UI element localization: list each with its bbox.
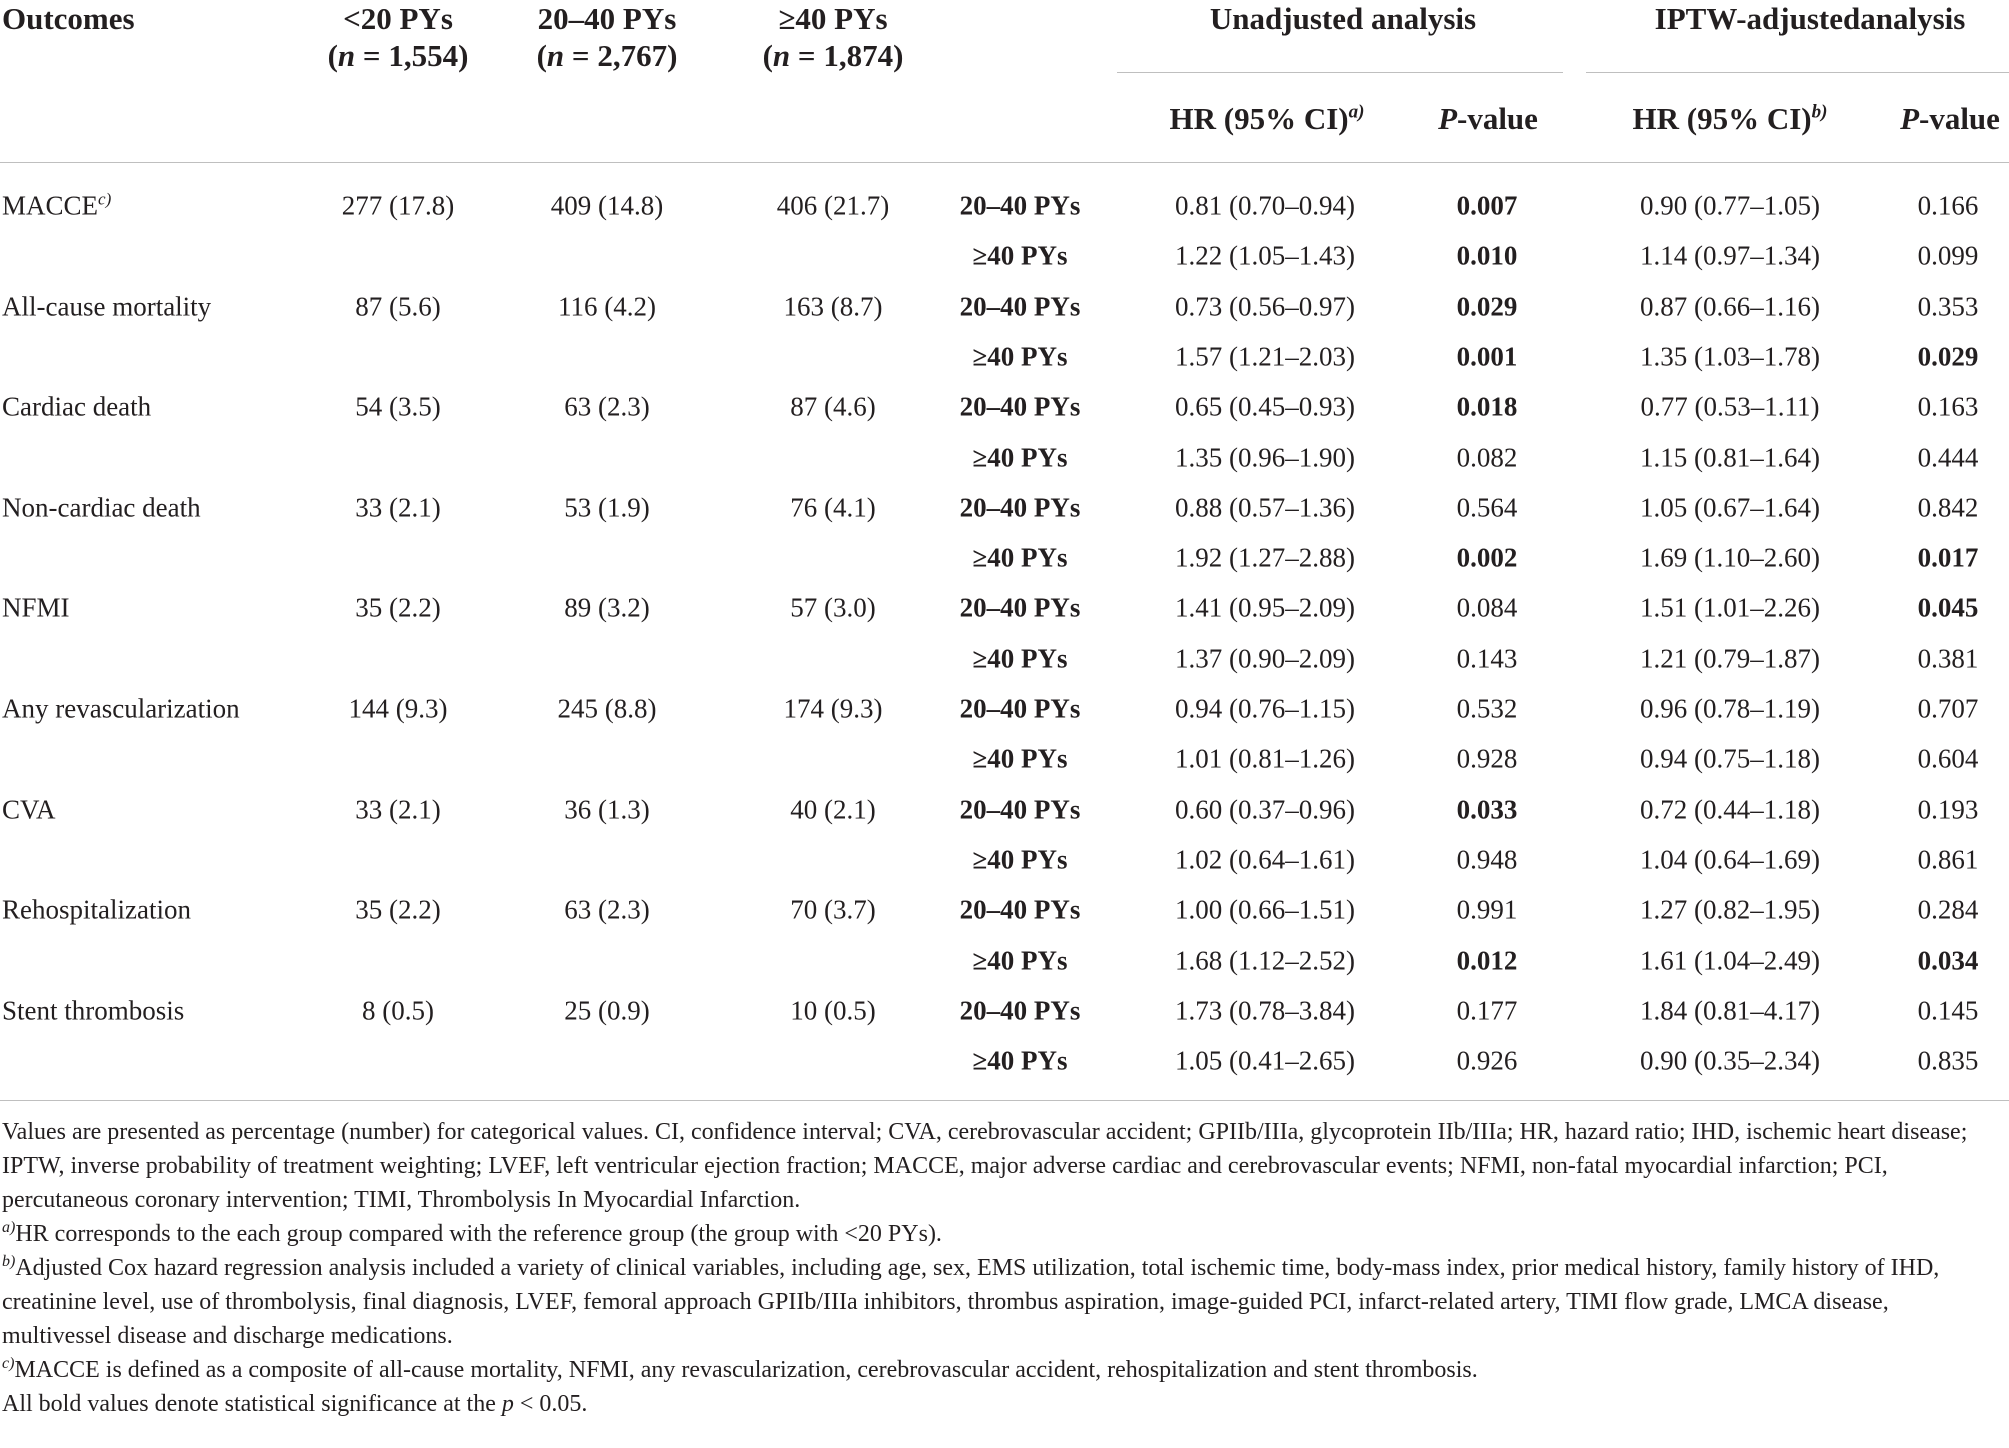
- p-adjusted: 0.145: [1917, 995, 1979, 1026]
- hr-adjusted: 1.51 (1.01–2.26): [1640, 592, 1820, 623]
- group1-count: 144 (9.3): [348, 693, 448, 724]
- outcome-text: All-cause mortality: [2, 291, 212, 322]
- p-unadjusted: 0.018: [1456, 391, 1518, 422]
- group2-count: 89 (3.2): [564, 592, 650, 623]
- comparison-group: 20–40 PYs: [959, 291, 1081, 322]
- group1-count: 35 (2.2): [355, 592, 441, 623]
- hr-unadjusted: 1.68 (1.12–2.52): [1175, 945, 1355, 975]
- group3-count: 57 (3.0): [790, 592, 876, 623]
- comparison-group: ≥40 PYs: [972, 643, 1068, 674]
- p-adjusted: 0.099: [1917, 240, 1979, 271]
- group3-count: 174 (9.3): [783, 693, 883, 724]
- comparison-group: ≥40 PYs: [972, 945, 1068, 975]
- table-row: [0, 634, 2009, 684]
- comparison-group: 20–40 PYs: [959, 492, 1081, 523]
- hr-unadjusted: 1.01 (0.81–1.26): [1175, 743, 1355, 774]
- comparison-group: ≥40 PYs: [972, 743, 1068, 774]
- p-unadjusted: 0.033: [1456, 794, 1518, 825]
- group2-count: 409 (14.8): [550, 190, 664, 221]
- p-unadjusted: 0.991: [1456, 894, 1518, 925]
- table-row: [0, 986, 2009, 1036]
- group2-count: 36 (1.3): [564, 794, 650, 825]
- table-row: [0, 734, 2009, 784]
- header-group2-label: 20–40 PYs: [537, 1, 677, 36]
- table-row: [0, 382, 2009, 432]
- p-adjusted: 0.029: [1917, 341, 1979, 372]
- group2-count: 116 (4.2): [558, 291, 656, 322]
- hr-unadjusted: 0.60 (0.37–0.96): [1175, 794, 1355, 825]
- outcome-text: Any revascularization: [2, 693, 240, 724]
- hr-adjusted: 0.87 (0.66–1.16): [1640, 291, 1820, 322]
- hr-unadjusted: 0.65 (0.45–0.93): [1175, 391, 1355, 422]
- group3-count: 87 (4.6): [790, 391, 876, 422]
- hr-adjusted: 1.69 (1.10–2.60): [1640, 542, 1820, 573]
- p-unadjusted: 0.143: [1456, 643, 1518, 674]
- table-row: [0, 231, 2009, 281]
- header-hr-unadjusted: HR (95% CI)$^{a)}$: [1169, 101, 1365, 136]
- footnotes: [2, 1115, 2002, 1421]
- hr-adjusted: 1.14 (0.97–1.34): [1640, 240, 1820, 271]
- outcome-text: MACCE: [2, 190, 99, 221]
- group3-count: 163 (8.7): [783, 291, 883, 322]
- group2-count: 245 (8.8): [557, 693, 657, 724]
- p-adjusted: 0.045: [1917, 592, 1979, 623]
- group2-count: 25 (0.9): [564, 995, 650, 1026]
- p-unadjusted: 0.001: [1456, 341, 1518, 372]
- hr-unadjusted: 1.41 (0.95–2.09): [1175, 592, 1355, 623]
- p-adjusted: 0.707: [1917, 693, 1979, 724]
- outcome-text: Rehospitalization: [2, 894, 191, 925]
- hr-adjusted: 1.35 (1.03–1.78): [1640, 341, 1820, 372]
- hr-adjusted: 1.61 (1.04–2.49): [1640, 945, 1820, 975]
- hr-adjusted: 0.90 (0.77–1.05): [1640, 190, 1820, 221]
- hr-unadjusted: 1.35 (0.96–1.90): [1175, 442, 1355, 472]
- p-unadjusted: 0.564: [1456, 492, 1518, 523]
- group2-count: 63 (2.3): [564, 391, 650, 422]
- footnote-main: Values are presented as percentage (number) for categorical values. CI, confidence interval; CVA, cerebrovascular accident; GPIIb/IIIa, glycoprotein IIb/IIIa; HR, hazard ratio; IHD, ischemic heart disease; IPTW, inverse probability of treatment weighting; LVEF, left ventricular ejection fraction; MACCE, major adverse cardiac and cerebrovascular events; NFMI, non-fatal myocardial infarction; PCI, percutaneous coronary intervention; TIMI, Thrombolysis In Myocardial Infarction.: [2, 1119, 1968, 1213]
- header-group3-label: ≥40 PYs: [778, 1, 888, 36]
- p-adjusted: 0.163: [1917, 391, 1979, 422]
- group1-count: 8 (0.5): [362, 995, 434, 1026]
- hr-adjusted: 1.84 (0.81–4.17): [1640, 995, 1820, 1026]
- footnote-c: $^{c)}$MACCE is defined as a composite of all-cause mortality, NFMI, any revascularization, cerebrovascular accident, rehospitalization and stent thrombosis.: [2, 1355, 1478, 1383]
- hr-unadjusted: 0.73 (0.56–0.97): [1175, 291, 1355, 322]
- hr-adjusted: 0.77 (0.53–1.11): [1640, 391, 1820, 422]
- comparison-group: 20–40 PYs: [959, 190, 1081, 221]
- comparison-group: 20–40 PYs: [959, 794, 1081, 825]
- group1-count: 33 (2.1): [355, 794, 441, 825]
- table-row: [0, 433, 2009, 483]
- hr-adjusted: 0.96 (0.78–1.19): [1640, 693, 1820, 724]
- p-unadjusted: 0.948: [1456, 844, 1518, 875]
- outcome-label: [2, 392, 151, 423]
- table-row: [0, 835, 2009, 885]
- group2-count: 63 (2.3): [564, 894, 650, 925]
- outcome-text: NFMI: [2, 592, 70, 623]
- outcome-label: [2, 995, 184, 1026]
- p-adjusted: 0.193: [1917, 794, 1979, 825]
- header-outcomes: Outcomes: [2, 1, 135, 36]
- header-group3: [763, 0, 904, 74]
- header-bottom-rule: [0, 162, 2009, 163]
- group1-count: 54 (3.5): [355, 391, 441, 422]
- outcome-text: CVA: [2, 794, 56, 825]
- hr-unadjusted: 1.57 (1.21–2.03): [1175, 341, 1355, 372]
- comparison-group: 20–40 PYs: [959, 391, 1081, 422]
- outcome-text: Stent thrombosis: [2, 995, 185, 1026]
- hr-adjusted: 1.04 (0.64–1.69): [1640, 844, 1820, 875]
- table-row: [0, 885, 2009, 935]
- hr-unadjusted: 1.92 (1.27–2.88): [1175, 542, 1355, 573]
- comparison-group: 20–40 PYs: [959, 592, 1081, 623]
- p-adjusted: 0.166: [1917, 190, 1979, 221]
- hr-unadjusted: 0.88 (0.57–1.36): [1175, 492, 1355, 523]
- header-group1: [328, 0, 469, 74]
- comparison-group: 20–40 PYs: [959, 995, 1081, 1026]
- p-unadjusted: 0.010: [1456, 240, 1518, 271]
- adjusted-underline: [1586, 72, 2009, 73]
- header-unadjusted: Unadjusted analysis: [1209, 1, 1477, 36]
- p-adjusted: 0.604: [1917, 743, 1979, 774]
- footnote-a: $^{a)}$HR corresponds to the each group compared with the reference group (the group with <20 PYs).: [2, 1219, 942, 1247]
- p-adjusted: 0.842: [1917, 492, 1979, 523]
- p-adjusted: 0.034: [1917, 945, 1979, 975]
- hr-adjusted: 1.27 (0.82–1.95): [1640, 894, 1820, 925]
- p-adjusted: 0.861: [1917, 844, 1979, 875]
- header-group3-n: (n = 1,874): [762, 38, 904, 74]
- table-row: [0, 181, 2009, 231]
- group3-count: 40 (2.1): [790, 794, 876, 825]
- group3-count: 10 (0.5): [790, 995, 876, 1026]
- header-p-unadjusted: P-value: [1438, 101, 1538, 136]
- p-adjusted: 0.444: [1917, 442, 1979, 472]
- p-unadjusted: 0.926: [1456, 1045, 1518, 1076]
- outcome-label: [2, 291, 211, 322]
- footnote-significance: All bold values denote statistical significance at the p < 0.05.: [2, 1391, 588, 1417]
- group3-count: 406 (21.7): [776, 190, 890, 221]
- hr-adjusted: 0.90 (0.35–2.34): [1640, 1045, 1820, 1076]
- table-row: [0, 583, 2009, 633]
- footnote-b: $^{b)}$Adjusted Cox hazard regression analysis included a variety of clinical variables, including age, sex, EMS utilization, total ischemic time, body-mass index, prior medical history, family history of IHD, creatinine level, use of thrombolysis, final diagnosis, LVEF, femoral approach GPIIb/IIIa inhibitors, thrombus aspiration, image-guided PCI, infarct-related artery, TIMI flow grade, LMCA disease, multivessel disease and discharge medications.: [2, 1253, 1940, 1349]
- comparison-group: ≥40 PYs: [972, 542, 1068, 573]
- p-unadjusted: 0.082: [1456, 442, 1518, 472]
- header-p-adjusted: P-value: [1900, 101, 2000, 136]
- hr-unadjusted: 1.37 (0.90–2.09): [1175, 643, 1355, 674]
- outcome-label: [2, 895, 191, 926]
- comparison-group: ≥40 PYs: [972, 442, 1068, 472]
- outcome-label: [2, 191, 111, 222]
- header-group1-n: (n = 1,554): [327, 38, 469, 74]
- header-adjusted: IPTW-adjustedanalysis: [1654, 1, 1966, 36]
- header-hr-adjusted: HR (95% CI)$^{b)}$: [1632, 101, 1828, 136]
- table-row: [0, 282, 2009, 332]
- hr-adjusted: 0.72 (0.44–1.18): [1640, 794, 1820, 825]
- p-unadjusted: 0.002: [1456, 542, 1518, 573]
- p-adjusted: 0.381: [1917, 643, 1979, 674]
- group1-count: 33 (2.1): [355, 492, 441, 523]
- outcome-label: [2, 492, 201, 523]
- hr-adjusted: 1.15 (0.81–1.64): [1640, 442, 1820, 472]
- hr-unadjusted: 1.22 (1.05–1.43): [1175, 240, 1355, 271]
- p-unadjusted: 0.084: [1456, 592, 1518, 623]
- hr-unadjusted: 0.81 (0.70–0.94): [1175, 190, 1355, 221]
- table-row: [0, 936, 2009, 986]
- hr-adjusted: 1.21 (0.79–1.87): [1640, 643, 1820, 674]
- table-row: [0, 785, 2009, 835]
- hr-unadjusted: 1.02 (0.64–1.61): [1175, 844, 1355, 875]
- group3-count: 76 (4.1): [790, 492, 876, 523]
- p-adjusted: 0.017: [1917, 542, 1979, 573]
- group1-count: 277 (17.8): [341, 190, 455, 221]
- comparison-group: ≥40 PYs: [972, 341, 1068, 372]
- comparison-group: ≥40 PYs: [972, 1045, 1068, 1076]
- header-group2: [537, 0, 678, 74]
- header-group2-n: (n = 2,767): [536, 38, 678, 74]
- table-row: [0, 332, 2009, 382]
- group1-count: 87 (5.6): [355, 291, 441, 322]
- outcome-footnote-mark: c): [98, 189, 112, 209]
- outcome-text: Cardiac death: [2, 391, 152, 422]
- hr-adjusted: 1.05 (0.67–1.64): [1640, 492, 1820, 523]
- p-unadjusted: 0.928: [1456, 743, 1518, 774]
- table-row: [0, 533, 2009, 583]
- table-bottom-rule: [0, 1100, 2009, 1101]
- comparison-group: 20–40 PYs: [959, 894, 1081, 925]
- unadjusted-underline: [1117, 72, 1563, 73]
- header-group1-label: <20 PYs: [343, 1, 453, 36]
- comparison-group: ≥40 PYs: [972, 844, 1068, 875]
- outcome-text: Non-cardiac death: [2, 492, 201, 523]
- group2-count: 53 (1.9): [564, 492, 650, 523]
- hr-unadjusted: 1.05 (0.41–2.65): [1175, 1045, 1355, 1076]
- comparison-group: ≥40 PYs: [972, 240, 1068, 271]
- p-unadjusted: 0.012: [1456, 945, 1518, 975]
- table-row: [0, 483, 2009, 533]
- table-row: [0, 684, 2009, 734]
- hr-unadjusted: 0.94 (0.76–1.15): [1175, 693, 1355, 724]
- p-adjusted: 0.284: [1917, 894, 1979, 925]
- table-row: [0, 1036, 2009, 1086]
- group1-count: 35 (2.2): [355, 894, 441, 925]
- outcome-label: [2, 593, 70, 624]
- outcome-label: [2, 694, 240, 725]
- hr-adjusted: 0.94 (0.75–1.18): [1640, 743, 1820, 774]
- hr-unadjusted: 1.00 (0.66–1.51): [1175, 894, 1355, 925]
- p-unadjusted: 0.007: [1456, 190, 1518, 221]
- comparison-group: 20–40 PYs: [959, 693, 1081, 724]
- p-adjusted: 0.835: [1917, 1045, 1979, 1076]
- p-unadjusted: 0.177: [1456, 995, 1518, 1026]
- p-adjusted: 0.353: [1917, 291, 1979, 322]
- p-unadjusted: 0.532: [1456, 693, 1518, 724]
- group3-count: 70 (3.7): [790, 894, 876, 925]
- outcome-label: [2, 794, 56, 825]
- hr-unadjusted: 1.73 (0.78–3.84): [1175, 995, 1355, 1026]
- p-unadjusted: 0.029: [1456, 291, 1518, 322]
